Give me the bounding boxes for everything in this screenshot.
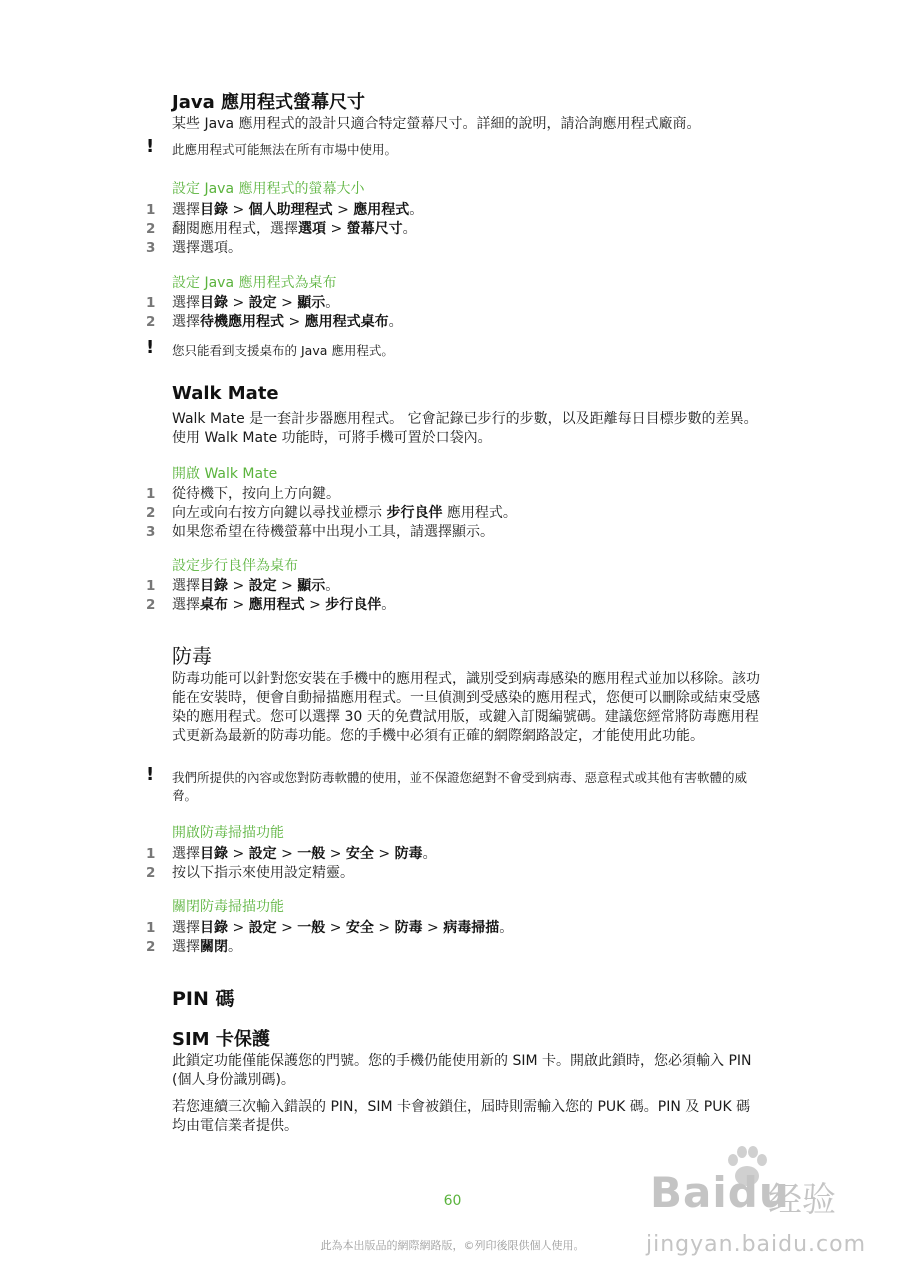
- menu-term: 選項: [298, 221, 326, 237]
- antivirus-note: 我們所提供的內容或您對防毒軟體的使用，並不保證您絕對不會受到病毒、惡意程式或其他有害軟體的威脅。: [172, 770, 748, 803]
- step-fragment: 向左或向右按方向鍵以尋找並標示: [172, 505, 387, 521]
- menu-term: 目錄: [200, 920, 228, 936]
- step-fragment: 。: [325, 578, 340, 594]
- step-fragment: >: [373, 920, 395, 936]
- step-item: [0, 523, 800, 542]
- warning-icon: !: [146, 337, 155, 358]
- step-number: 2: [146, 314, 156, 330]
- step-number: 1: [146, 578, 156, 594]
- menu-term: 目錄: [200, 295, 228, 311]
- step-item: [0, 485, 800, 504]
- antivirus-description: 防毒功能可以針對您安裝在手機中的應用程式，識別受到病毒感染的應用程式並加以移除。該功能在安裝時，便會自動掃描應用程式。一旦偵測到受感染的應用程式，您便可以刪除或結束受感染的應用程式。您可以選擇 30 天的免費試用版，或鍵入訂閱編號碼。建議您經常將防毒應用程式更新為最新的防毒功能。您的手機中必須有正確的網際網路設定，才能使用此功能。: [172, 671, 760, 744]
- step-fragment: 應用程式。: [442, 505, 517, 521]
- menu-term: 顯示: [297, 578, 326, 594]
- step-fragment: >: [228, 295, 249, 311]
- step-item: [0, 938, 800, 957]
- step-fragment: >: [422, 920, 444, 936]
- pin-section-title: PIN 碼: [172, 988, 235, 1010]
- step-fragment: 如果您希望在待機螢幕中出現小工具，請選擇顯示。: [172, 524, 494, 540]
- watermark-brand: Baidu: [650, 1168, 790, 1217]
- menu-term: 螢幕尺寸: [346, 221, 403, 237]
- step-item: [0, 201, 800, 220]
- antivirus-subheading-enable: 開啟防毒掃描功能: [172, 825, 284, 841]
- step-text: [172, 485, 340, 504]
- step-fragment: >: [276, 578, 298, 594]
- menu-term: 一般: [297, 846, 326, 862]
- walkmate-section-title: Walk Mate: [172, 383, 279, 404]
- step-fragment: 選擇: [172, 314, 200, 330]
- step-item: [0, 504, 800, 523]
- menu-term: 設定: [248, 846, 277, 862]
- step-text: [172, 864, 354, 883]
- step-fragment: 。: [325, 295, 340, 311]
- baidu-jingyan-watermark: [640, 1140, 870, 1280]
- step-fragment: 翻閱應用程式，選擇: [172, 221, 298, 237]
- step-fragment: 選擇: [172, 920, 200, 936]
- step-fragment: 選擇: [172, 597, 200, 613]
- java-section-title: Java 應用程式螢幕尺寸: [172, 92, 365, 113]
- menu-term: 應用程式: [248, 597, 305, 613]
- step-fragment: >: [325, 846, 346, 862]
- step-fragment: >: [276, 295, 298, 311]
- step-text: [172, 313, 403, 332]
- step-fragment: 。: [402, 221, 417, 237]
- menu-term: 顯示: [297, 295, 326, 311]
- menu-term: 設定: [248, 578, 277, 594]
- watermark-site: jingyan.baidu.com: [646, 1232, 867, 1257]
- step-item: [0, 220, 800, 239]
- step-item: [0, 845, 800, 864]
- menu-term: 安全: [345, 846, 374, 862]
- step-fragment: 。: [381, 597, 396, 613]
- warning-icon: !: [146, 764, 155, 785]
- sim-protection-title: SIM 卡保護: [172, 1029, 270, 1050]
- menu-term: 應用程式桌布: [304, 314, 389, 330]
- step-fragment: 。: [499, 920, 514, 936]
- menu-term: 個人助理程式: [248, 202, 333, 218]
- step-fragment: 選擇: [172, 295, 200, 311]
- menu-term: 步行良伴: [386, 505, 443, 521]
- step-item: [0, 577, 800, 596]
- step-fragment: >: [276, 846, 298, 862]
- sim-protection-paragraph-2: 若您連續三次輸入錯誤的 PIN，SIM 卡會被鎖住，屆時則需輸入您的 PUK 碼。PIN 及 PUK 碼均由電信業者提供。: [172, 1099, 751, 1134]
- step-text: [172, 938, 242, 957]
- menu-term: 待機應用程式: [200, 314, 284, 330]
- walkmate-subheading-wallpaper: 設定步行良伴為桌布: [172, 558, 298, 574]
- step-item: [0, 294, 800, 313]
- step-number: 2: [146, 865, 156, 881]
- step-fragment: 。: [228, 939, 242, 955]
- step-fragment: 選擇: [172, 846, 200, 862]
- menu-term: 應用程式: [353, 202, 410, 218]
- menu-term: 安全: [345, 920, 374, 936]
- step-fragment: 選擇: [172, 578, 200, 594]
- step-number: 3: [146, 240, 156, 256]
- step-text: [172, 504, 517, 523]
- menu-term: 一般: [297, 920, 326, 936]
- menu-term: 設定: [248, 920, 277, 936]
- step-text: [172, 220, 417, 239]
- step-number: 1: [146, 920, 156, 936]
- watermark-cn: 经验: [768, 1180, 836, 1220]
- step-text: [172, 294, 339, 313]
- step-fragment: 從待機下，按向上方向鍵。: [172, 486, 340, 502]
- menu-term: 設定: [248, 295, 277, 311]
- step-fragment: 選擇: [172, 939, 200, 955]
- java-description: 某些 Java 應用程式的設計只適合特定螢幕尺寸。詳細的說明，請洽詢應用程式廠商。: [172, 116, 701, 132]
- walkmate-subheading-open: 開啟 Walk Mate: [172, 466, 278, 482]
- step-number: 3: [146, 524, 156, 540]
- step-number: 1: [146, 486, 156, 502]
- step-fragment: >: [228, 920, 249, 936]
- step-fragment: 。: [422, 846, 437, 862]
- menu-term: 目錄: [200, 578, 228, 594]
- walkmate-description: Walk Mate 是一套計步器應用程式。 它會記錄已步行的步數，以及距離每日目標步數的差異。 使用 Walk Mate 功能時，可將手機可置於口袋內。: [172, 411, 758, 446]
- step-item: [0, 239, 800, 258]
- step-fragment: >: [228, 578, 249, 594]
- step-number: 1: [146, 846, 156, 862]
- step-fragment: >: [276, 920, 298, 936]
- step-text: [172, 577, 339, 596]
- step-fragment: >: [228, 846, 249, 862]
- menu-term: 目錄: [200, 846, 228, 862]
- warning-icon: !: [146, 136, 155, 157]
- step-number: 2: [146, 597, 156, 613]
- step-number: 2: [146, 939, 156, 955]
- page-number: 60: [443, 1193, 462, 1209]
- step-fragment: >: [228, 597, 249, 613]
- step-fragment: 按以下指示來使用設定精靈。: [172, 865, 354, 881]
- step-item: [0, 596, 800, 615]
- menu-term: 病毒掃描: [443, 920, 500, 936]
- menu-term: 防毒: [394, 846, 423, 862]
- step-text: [172, 201, 423, 220]
- step-text: [172, 239, 242, 258]
- step-fragment: 。: [388, 314, 403, 330]
- step-text: [172, 523, 494, 542]
- menu-term: 關閉: [200, 939, 228, 955]
- menu-term: 目錄: [200, 202, 228, 218]
- step-item: [0, 864, 800, 883]
- step-fragment: >: [304, 597, 326, 613]
- java-wallpaper-note: 您只能看到支援桌布的 Java 應用程式。: [172, 343, 394, 358]
- step-number: 1: [146, 202, 156, 218]
- java-subheading-screen-size: 設定 Java 應用程式的螢幕大小: [172, 181, 365, 197]
- step-fragment: 選擇選項。: [172, 240, 242, 256]
- menu-term: 桌布: [200, 597, 228, 613]
- step-fragment: >: [284, 314, 305, 330]
- step-fragment: 。: [409, 202, 424, 218]
- step-number: 2: [146, 221, 156, 237]
- antivirus-section-title: 防毒: [172, 644, 212, 668]
- java-note: 此應用程式可能無法在所有市場中使用。: [172, 142, 398, 157]
- step-number: 2: [146, 505, 156, 521]
- step-number: 1: [146, 295, 156, 311]
- step-fragment: >: [373, 846, 395, 862]
- step-text: [172, 919, 513, 938]
- menu-term: 防毒: [394, 920, 423, 936]
- step-fragment: 選擇: [172, 202, 200, 218]
- step-text: [172, 596, 395, 615]
- step-item: [0, 313, 800, 332]
- step-text: [172, 845, 437, 864]
- step-fragment: >: [326, 221, 347, 237]
- menu-term: 步行良伴: [325, 597, 382, 613]
- java-subheading-wallpaper: 設定 Java 應用程式為桌布: [172, 275, 337, 291]
- step-item: [0, 919, 800, 938]
- step-fragment: >: [228, 202, 249, 218]
- page-footer: 此為本出版品的網際網路版，©列印後限供個人使用。: [320, 1239, 585, 1252]
- sim-protection-paragraph-1: 此鎖定功能僅能保護您的門號。您的手機仍能使用新的 SIM 卡。開啟此鎖時，您必須輸入 PIN (個人身份識別碼)。: [172, 1053, 752, 1088]
- step-fragment: >: [332, 202, 354, 218]
- antivirus-subheading-disable: 關閉防毒掃描功能: [172, 899, 284, 915]
- step-fragment: >: [325, 920, 346, 936]
